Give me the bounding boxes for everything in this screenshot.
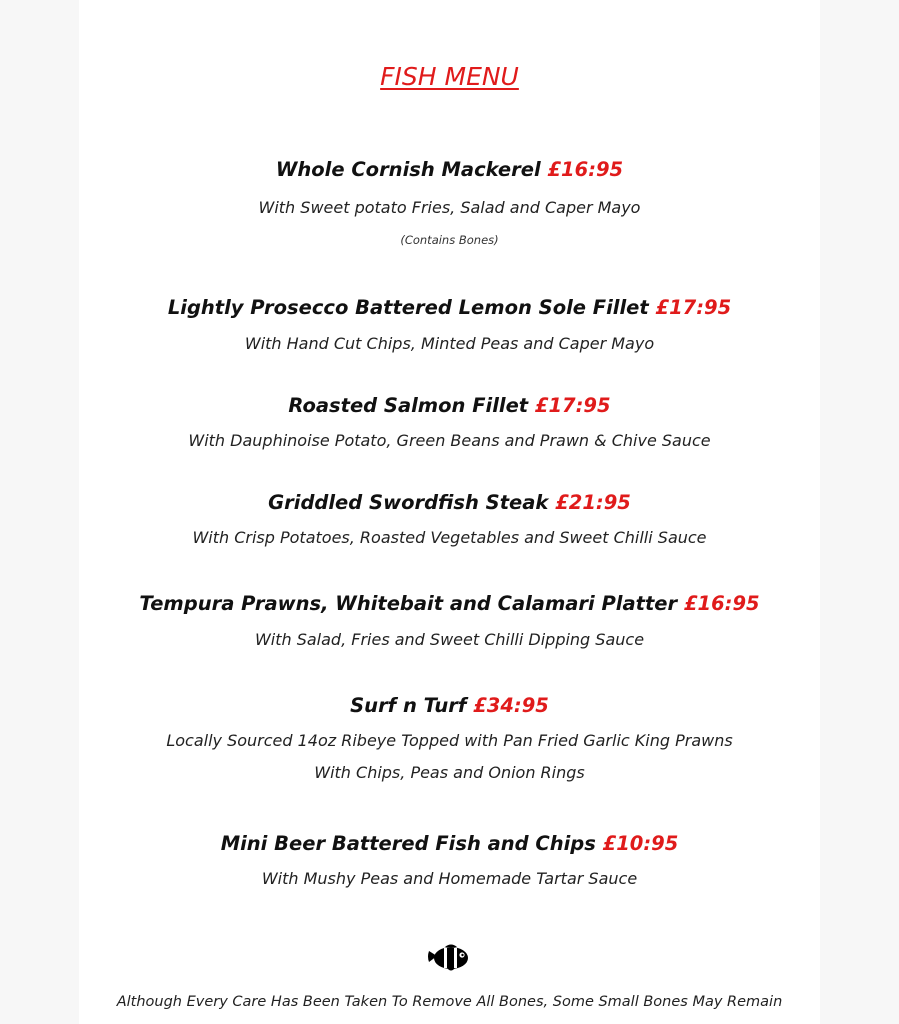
dish-name: Mini Beer Battered Fish and Chips <box>220 832 596 855</box>
clownfish-icon <box>425 941 473 975</box>
dish-price: £17:95 <box>655 296 732 319</box>
footer-note: Although Every Care Has Been Taken To Remove All Bones, Some Small Bones May Remain <box>116 994 783 1010</box>
dish-description: With Hand Cut Chips, Minted Peas and Caper Mayo <box>244 334 655 353</box>
dish-description: With Mushy Peas and Homemade Tartar Sauce <box>261 869 638 888</box>
dish-title <box>0 832 899 855</box>
dish-title <box>0 296 899 319</box>
dish-name: Tempura Prawns, Whitebait and Calamari Platter <box>139 592 678 615</box>
dish-price: £17:95 <box>534 394 611 417</box>
dish-name: Lightly Prosecco Battered Lemon Sole Fillet <box>167 296 649 319</box>
menu-title: FISH MENU <box>380 62 519 91</box>
dish-title <box>0 158 899 181</box>
dish-description: With Chips, Peas and Onion Rings <box>314 763 585 782</box>
dish-description: With Dauphinoise Potato, Green Beans and Prawn & Chive Sauce <box>188 431 711 450</box>
dish-title <box>0 592 899 615</box>
dish-description: With Sweet potato Fries, Salad and Caper Mayo <box>258 198 641 217</box>
dish-description: With Salad, Fries and Sweet Chilli Dipping Sauce <box>254 630 645 649</box>
dish-price: £21:95 <box>555 491 631 514</box>
dish-description: With Crisp Potatoes, Roasted Vegetables and Sweet Chilli Sauce <box>192 528 707 547</box>
dish-name: Griddled Swordfish Steak <box>268 491 549 514</box>
dish-price: £16:95 <box>683 592 760 615</box>
dish-name: Whole Cornish Mackerel <box>275 158 541 181</box>
dish-price: £16:95 <box>547 158 624 181</box>
dish-name: Surf n Turf <box>350 694 467 717</box>
dish-price: £10:95 <box>602 832 679 855</box>
dish-title <box>0 394 899 417</box>
dish-note: (Contains Bones) <box>400 233 499 247</box>
dish-title <box>0 694 899 717</box>
dish-name: Roasted Salmon Fillet <box>288 394 529 417</box>
dish-price: £34:95 <box>473 694 549 717</box>
dish-title <box>0 491 899 514</box>
dish-description: Locally Sourced 14oz Ribeye Topped with Pan Fried Garlic King Prawns <box>166 731 733 750</box>
